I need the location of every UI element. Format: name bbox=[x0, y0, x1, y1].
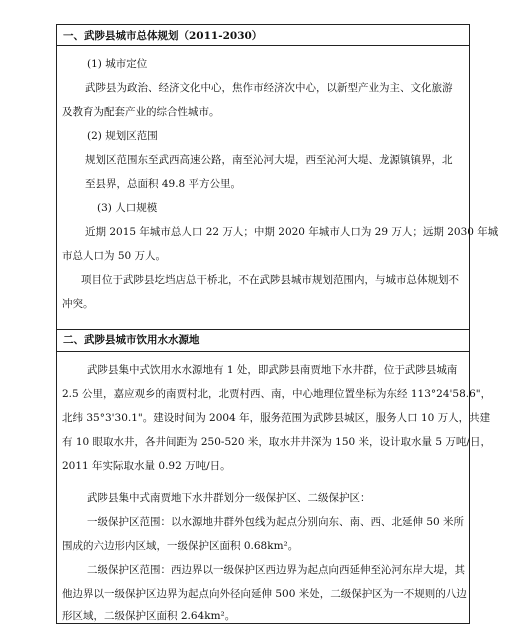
section2-heading: 二、武陟县城市饮用水水源地 bbox=[63, 334, 200, 346]
paragraph-line: 形区域，二级保护区面积 2.64km²。 bbox=[62, 610, 236, 622]
paragraph-line: 项目位于武陟县圪垱店总干桥北，不在武陟县城市规划范围内，与城市总体规划不 bbox=[81, 274, 459, 286]
paragraph-line: 武陟县集中式饮用水水源地有 1 处，即武陟县南贾地下水井群，位于武陟县城南 bbox=[87, 364, 458, 376]
row-divider bbox=[57, 351, 469, 352]
paragraph-line: 2.5 公里，嘉应观乡的南贾村北，北贾村西、南，中心地理位置坐标为东经 113°24'58.6"， bbox=[62, 388, 492, 400]
paragraph-line: 冲突。 bbox=[62, 298, 94, 310]
paragraph-line: 武陟县为政治、经济文化中心，焦作市经济次中心，以新型产业为主、文化旅游 bbox=[85, 82, 453, 94]
subsection-title: (1) 城市定位 bbox=[87, 58, 148, 70]
row-divider bbox=[57, 329, 469, 330]
paragraph-line: 围成的六边形内区域，一级保护区面积 0.68km²。 bbox=[62, 540, 299, 552]
paragraph-line: 一级保护区范围：以水源地井群外包线为起点分别向东、南、西、北延伸 50 米所 bbox=[87, 516, 465, 528]
paragraph-line: 二级保护区范围：西边界以一级保护区西边界为起点向西延伸至沁河东岸大堤，其 bbox=[87, 564, 465, 576]
paragraph-line: 有 10 眼取水井，各井间距为 250-520 米，取水井井深为 150 米，设计取水量 5 万吨/日， bbox=[62, 436, 491, 448]
subsection-title: (2) 规划区范围 bbox=[87, 130, 158, 142]
section1-heading: 一、武陟县城市总体规划（2011-2030） bbox=[63, 30, 263, 42]
row-divider bbox=[57, 45, 469, 46]
paragraph-line: 武陟县集中式南贾地下水井群划分一级保护区、二级保护区： bbox=[87, 492, 371, 504]
paragraph-line: 北纬 35°3'30.1"。建设时间为 2004 年，服务范围为武陟县城区，服务人口 10 万人，共建 bbox=[62, 412, 491, 424]
paragraph-line: 至县界，总面积 49.8 平方公里。 bbox=[85, 178, 242, 190]
paragraph-line: 市总人口为 50 万人。 bbox=[62, 250, 167, 262]
subsection-title: (3) 人口规模 bbox=[97, 202, 158, 214]
paragraph-line: 及教育为配套产业的综合性城市。 bbox=[62, 106, 220, 118]
paragraph-line: 规划区范围东至武西高速公路，南至沁河大堤，西至沁河大堤、龙源镇镇界，北 bbox=[85, 154, 453, 166]
paragraph-line: 他边界以一级保护区边界为起点向外径向延伸 500 米处，二级保护区为一不规则的八边 bbox=[62, 588, 467, 600]
paragraph-line: 近期 2015 年城市总人口 22 万人；中期 2020 年城市人口为 29 万人；远期 2030 年城 bbox=[85, 226, 499, 238]
paragraph-line: 2011 年实际取水量 0.92 万吨/日。 bbox=[62, 460, 231, 472]
document-table bbox=[56, 24, 499, 624]
